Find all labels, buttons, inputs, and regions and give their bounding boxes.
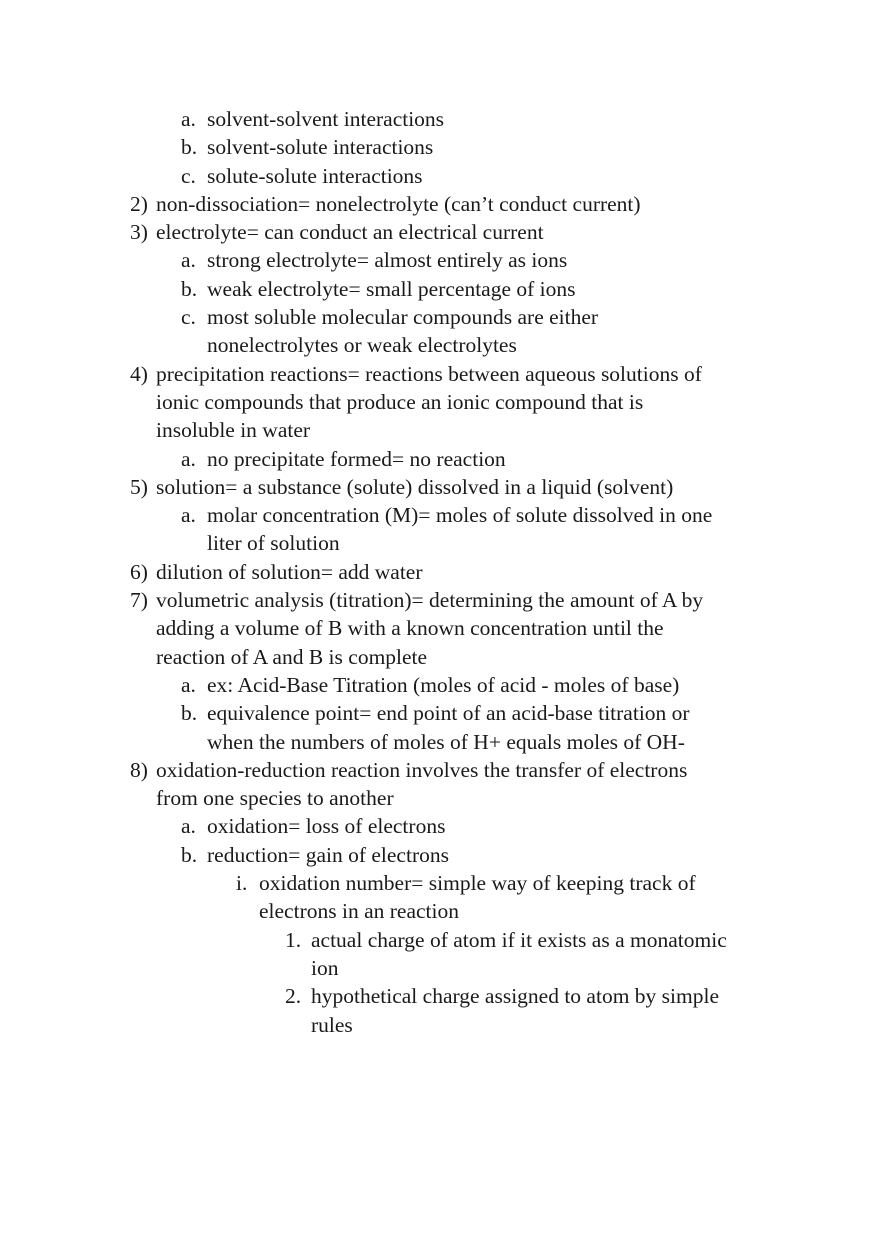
list-text: ex: Acid-Base Titration (moles of acid - moles of base) (207, 672, 680, 697)
list-marker: 4) (130, 361, 148, 386)
list-text: nonelectrolytes or weak electrolytes (207, 333, 517, 358)
list-item (0, 869, 880, 897)
list-text: reduction= gain of electrons (207, 842, 449, 867)
list-marker: c. (181, 163, 196, 188)
list-text: no precipitate formed= no reaction (207, 446, 506, 471)
list-text: most soluble molecular compounds are either (207, 305, 599, 330)
list-text: volumetric analysis (titration)= determining the amount of A by (156, 588, 704, 613)
list-marker: 8) (130, 757, 148, 782)
list-item (0, 699, 880, 727)
list-item (0, 162, 880, 190)
list-text: solution= a substance (solute) dissolved in a liquid (solvent) (156, 474, 674, 499)
list-marker: b. (181, 276, 198, 301)
list-item (0, 246, 880, 274)
list-text: actual charge of atom if it exists as a monatomic (311, 927, 727, 952)
list-item-continuation (0, 784, 880, 812)
list-text: solute-solute interactions (207, 163, 423, 188)
list-marker: a. (181, 446, 196, 471)
list-text: from one species to another (156, 786, 394, 811)
list-marker: 2) (130, 191, 148, 216)
list-text: solvent-solute interactions (207, 135, 434, 160)
list-text: strong electrolyte= almost entirely as ions (207, 248, 568, 273)
list-item-continuation (0, 954, 880, 982)
list-item (0, 756, 880, 784)
list-text: reaction of A and B is complete (156, 644, 428, 669)
list-marker: 2. (285, 984, 302, 1009)
list-item-continuation (0, 416, 880, 444)
list-text: insoluble in water (156, 418, 311, 443)
list-item (0, 812, 880, 840)
list-item (0, 841, 880, 869)
list-item (0, 190, 880, 218)
list-item (0, 926, 880, 954)
list-marker: b. (181, 842, 198, 867)
list-marker: b. (181, 135, 198, 160)
list-item (0, 105, 880, 133)
list-marker: a. (181, 672, 196, 697)
list-marker: c. (181, 305, 196, 330)
list-item-continuation (0, 614, 880, 642)
list-text: dilution of solution= add water (156, 559, 423, 584)
list-item-continuation (0, 388, 880, 416)
list-text: electrons in an reaction (259, 899, 459, 924)
list-text: equivalence point= end point of an acid-base titration or (207, 701, 690, 726)
list-text: weak electrolyte= small percentage of ions (207, 276, 576, 301)
list-item (0, 133, 880, 161)
list-marker: 1. (285, 927, 302, 952)
document-page (0, 105, 880, 1039)
list-text: adding a volume of B with a known concentration until the (156, 616, 664, 641)
list-marker: 7) (130, 588, 148, 613)
list-marker: 5) (130, 474, 148, 499)
list-text: liter of solution (207, 531, 340, 556)
list-item-continuation (0, 529, 880, 557)
list-item (0, 218, 880, 246)
list-text: ion (311, 955, 339, 980)
list-text: ionic compounds that produce an ionic compound that is (156, 389, 644, 414)
list-item-continuation (0, 728, 880, 756)
list-item (0, 360, 880, 388)
list-text: electrolyte= can conduct an electrical current (156, 220, 544, 245)
list-text: oxidation-reduction reaction involves the transfer of electrons (156, 757, 688, 782)
list-text: oxidation number= simple way of keeping track of (259, 871, 696, 896)
list-item-continuation (0, 1011, 880, 1039)
list-item (0, 445, 880, 473)
list-marker: b. (181, 701, 198, 726)
list-item (0, 303, 880, 331)
list-text: molar concentration (M)= moles of solute dissolved in one (207, 503, 713, 528)
list-text: non-dissociation= nonelectrolyte (can’t conduct current) (156, 191, 641, 216)
list-marker: 6) (130, 559, 148, 584)
list-text: when the numbers of moles of H+ equals moles of OH- (207, 729, 685, 754)
list-item (0, 501, 880, 529)
list-item-continuation (0, 331, 880, 359)
list-text: precipitation reactions= reactions between aqueous solutions of (156, 361, 702, 386)
list-text: oxidation= loss of electrons (207, 814, 446, 839)
list-marker: a. (181, 248, 196, 273)
list-item (0, 558, 880, 586)
list-text: hypothetical charge assigned to atom by simple (311, 984, 720, 1009)
list-item (0, 982, 880, 1010)
list-marker: 3) (130, 220, 148, 245)
list-item (0, 586, 880, 614)
list-item (0, 275, 880, 303)
list-marker: a. (181, 503, 196, 528)
list-marker: i. (236, 871, 248, 896)
list-marker: a. (181, 107, 196, 131)
list-marker: a. (181, 814, 196, 839)
list-item (0, 671, 880, 699)
list-text: solvent-solvent interactions (207, 107, 445, 131)
list-text: rules (311, 1012, 353, 1037)
list-item-continuation (0, 643, 880, 671)
list-item (0, 473, 880, 501)
list-item-continuation (0, 897, 880, 925)
